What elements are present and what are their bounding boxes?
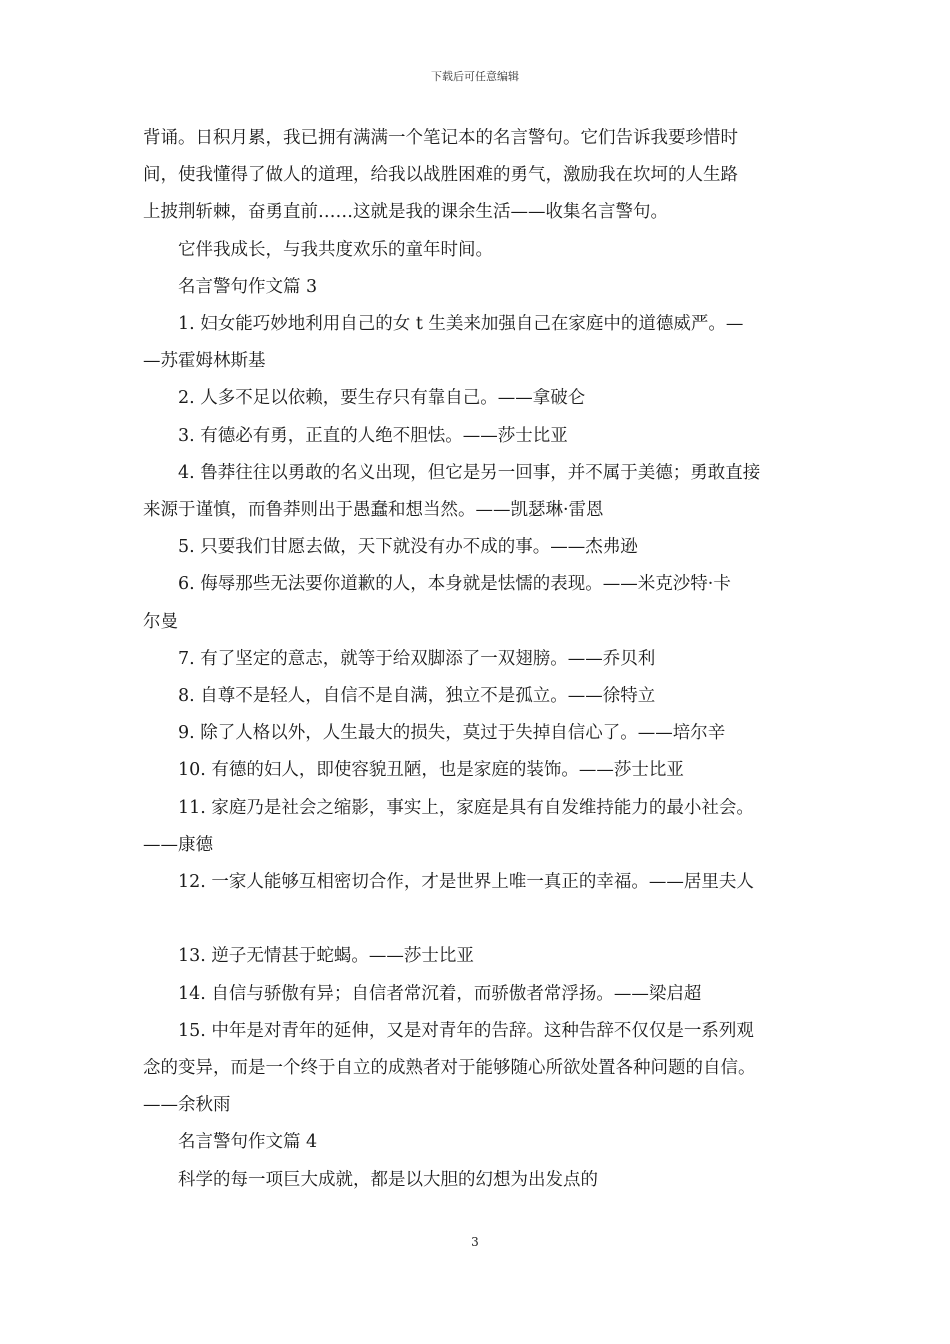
- section-heading: 名言警句作文篇 4: [178, 1132, 318, 1153]
- paragraph-line: 科学的每一项巨大成就，都是以大胆的幻想为出发点的: [178, 1169, 598, 1190]
- page-number: 3: [471, 1235, 479, 1249]
- page-header: 下载后可任意编辑: [431, 70, 519, 83]
- quote-item-continuation: 尔曼: [143, 611, 178, 632]
- quote-item: 8. 自尊不是轻人，自信不是自满，独立不是孤立。——徐特立: [178, 686, 656, 707]
- quote-item: 6. 侮辱那些无法要你道歉的人，本身就是怯懦的表现。——米克沙特·卡: [178, 574, 731, 595]
- quote-item: 3. 有德必有勇，正直的人绝不胆怯。——莎士比亚: [178, 425, 568, 446]
- quote-item: 7. 有了坚定的意志，就等于给双脚添了一双翅膀。——乔贝利: [178, 648, 656, 669]
- quote-item: 14. 自信与骄傲有异；自信者常沉着，而骄傲者常浮扬。——梁启超: [178, 983, 702, 1004]
- paragraph-line: 上披荆斩棘，奋勇直前……这就是我的课余生活——收集名言警句。: [143, 202, 668, 223]
- quote-item: 9. 除了人格以外，人生最大的损失，莫过于失掉自信心了。——培尔辛: [178, 723, 726, 744]
- quote-item: 5. 只要我们甘愿去做，天下就没有办不成的事。——杰弗逊: [178, 537, 638, 558]
- quote-item-continuation: ——余秋雨: [143, 1095, 231, 1116]
- quote-item: 1. 妇女能巧妙地利用自己的女 t 生美来加强自己在家庭中的道德威严。—: [178, 314, 744, 335]
- quote-item-continuation: 念的变异，而是一个终于自立的成熟者对于能够随心所欲处置各种问题的自信。: [143, 1058, 756, 1079]
- quote-item: 15. 中年是对青年的延伸，又是对青年的告辞。这种告辞不仅仅是一系列观: [178, 1020, 754, 1041]
- quote-item: 11. 家庭乃是社会之缩影，事实上，家庭是具有自发维持能力的最小社会。: [178, 797, 754, 818]
- quote-item: 13. 逆子无情甚于蛇蝎。——莎士比亚: [178, 946, 474, 967]
- quote-item-continuation: 来源于谨慎，而鲁莽则出于愚蠢和想当然。——凯瑟琳·雷恩: [143, 500, 604, 521]
- quote-item: 12. 一家人能够互相密切合作，才是世界上唯一真正的幸福。——居里夫人: [178, 872, 754, 893]
- quote-item-continuation: —苏霍姆林斯基: [143, 351, 266, 372]
- quote-item-continuation: ——康德: [143, 834, 213, 855]
- document-body: [143, 120, 813, 1199]
- blank-line: [143, 901, 813, 938]
- paragraph-line: 它伴我成长，与我共度欢乐的童年时间。: [178, 239, 493, 260]
- quote-item: 10. 有德的妇人，即使容貌丑陋，也是家庭的装饰。——莎士比亚: [178, 760, 684, 781]
- paragraph-line: 间，使我懂得了做人的道理，给我以战胜困难的勇气，激励我在坎坷的人生路: [143, 165, 738, 186]
- quote-item: 4. 鲁莽往往以勇敢的名义出现，但它是另一回事，并不属于美德；勇敢直接: [178, 462, 761, 483]
- section-heading: 名言警句作文篇 3: [178, 276, 318, 297]
- paragraph-line: 背诵。日积月累，我已拥有满满一个笔记本的名言警句。它们告诉我要珍惜时: [143, 128, 738, 148]
- quote-item: 2. 人多不足以依赖，要生存只有靠自己。——拿破仑: [178, 388, 586, 409]
